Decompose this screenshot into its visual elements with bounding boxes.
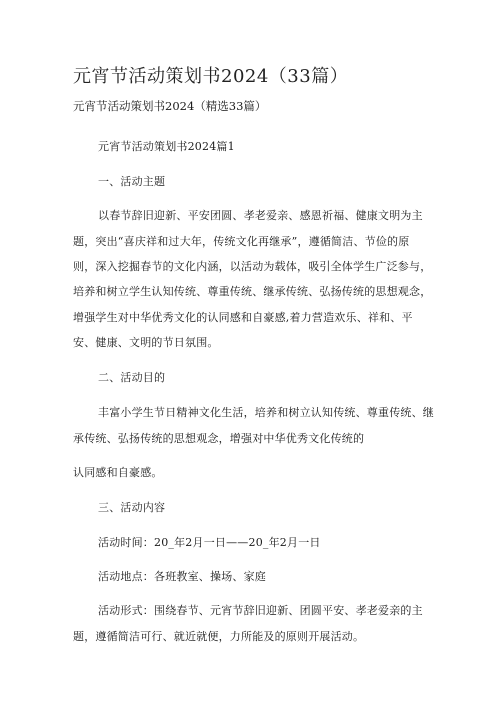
paragraph-line: 题，突出“喜庆祥和过大年，传统文化再继承”，遵循简洁、节俭的原 — [73, 235, 410, 248]
activity-place: 活动地点：各班教室、操场、家庭 — [98, 570, 266, 583]
heading-theme: 一、活动主题 — [98, 175, 166, 188]
activity-form: 活动形式：围绕春节、元宵节辞旧迎新、团圆平安、孝老爱亲的主 — [98, 604, 423, 617]
paragraph-line: 丰富小学生节日精神文化生活，培养和树立认知传统、尊重传统、继 — [98, 406, 434, 419]
activity-time: 活动时间：20_年2月一日——20_年2月一日 — [98, 536, 321, 549]
paragraph-line: 培养和树立学生认知传统、尊重传统、继承传统、弘扬传统的思想观念， — [73, 285, 432, 298]
document-title: 元宵节活动策划书2024（33篇） — [73, 66, 349, 87]
paragraph-line: 增强学生对中华优秀文化的认同感和自豪感,着力营造欢乐、祥和、平 — [73, 311, 413, 324]
paragraph-line: 安、健康、文明的节日氛围。 — [73, 336, 219, 349]
activity-form: 题，遵循简洁可行、就近就便，力所能及的原则开展活动。 — [73, 630, 365, 643]
document-subtitle: 元宵节活动策划书2024（精选33篇） — [73, 99, 267, 113]
heading-content: 三、活动内容 — [98, 501, 166, 514]
paragraph-line: 认同感和自豪感。 — [73, 466, 163, 479]
paragraph-line: 则，深入挖掘春节的文化内涵，以活动为载体，吸引全体学生广泛参与， — [73, 260, 432, 273]
paragraph-line: 承传统、弘扬传统的思想观念，增强对中华优秀文化传统的 — [73, 432, 365, 445]
heading-purpose: 二、活动目的 — [98, 371, 166, 384]
paragraph-line: 以春节辞旧迎新、平安团圆、孝老爱亲、感恩祈福、健康文明为主 — [98, 209, 423, 222]
section-title: 元宵节活动策划书2024篇1 — [98, 140, 235, 153]
